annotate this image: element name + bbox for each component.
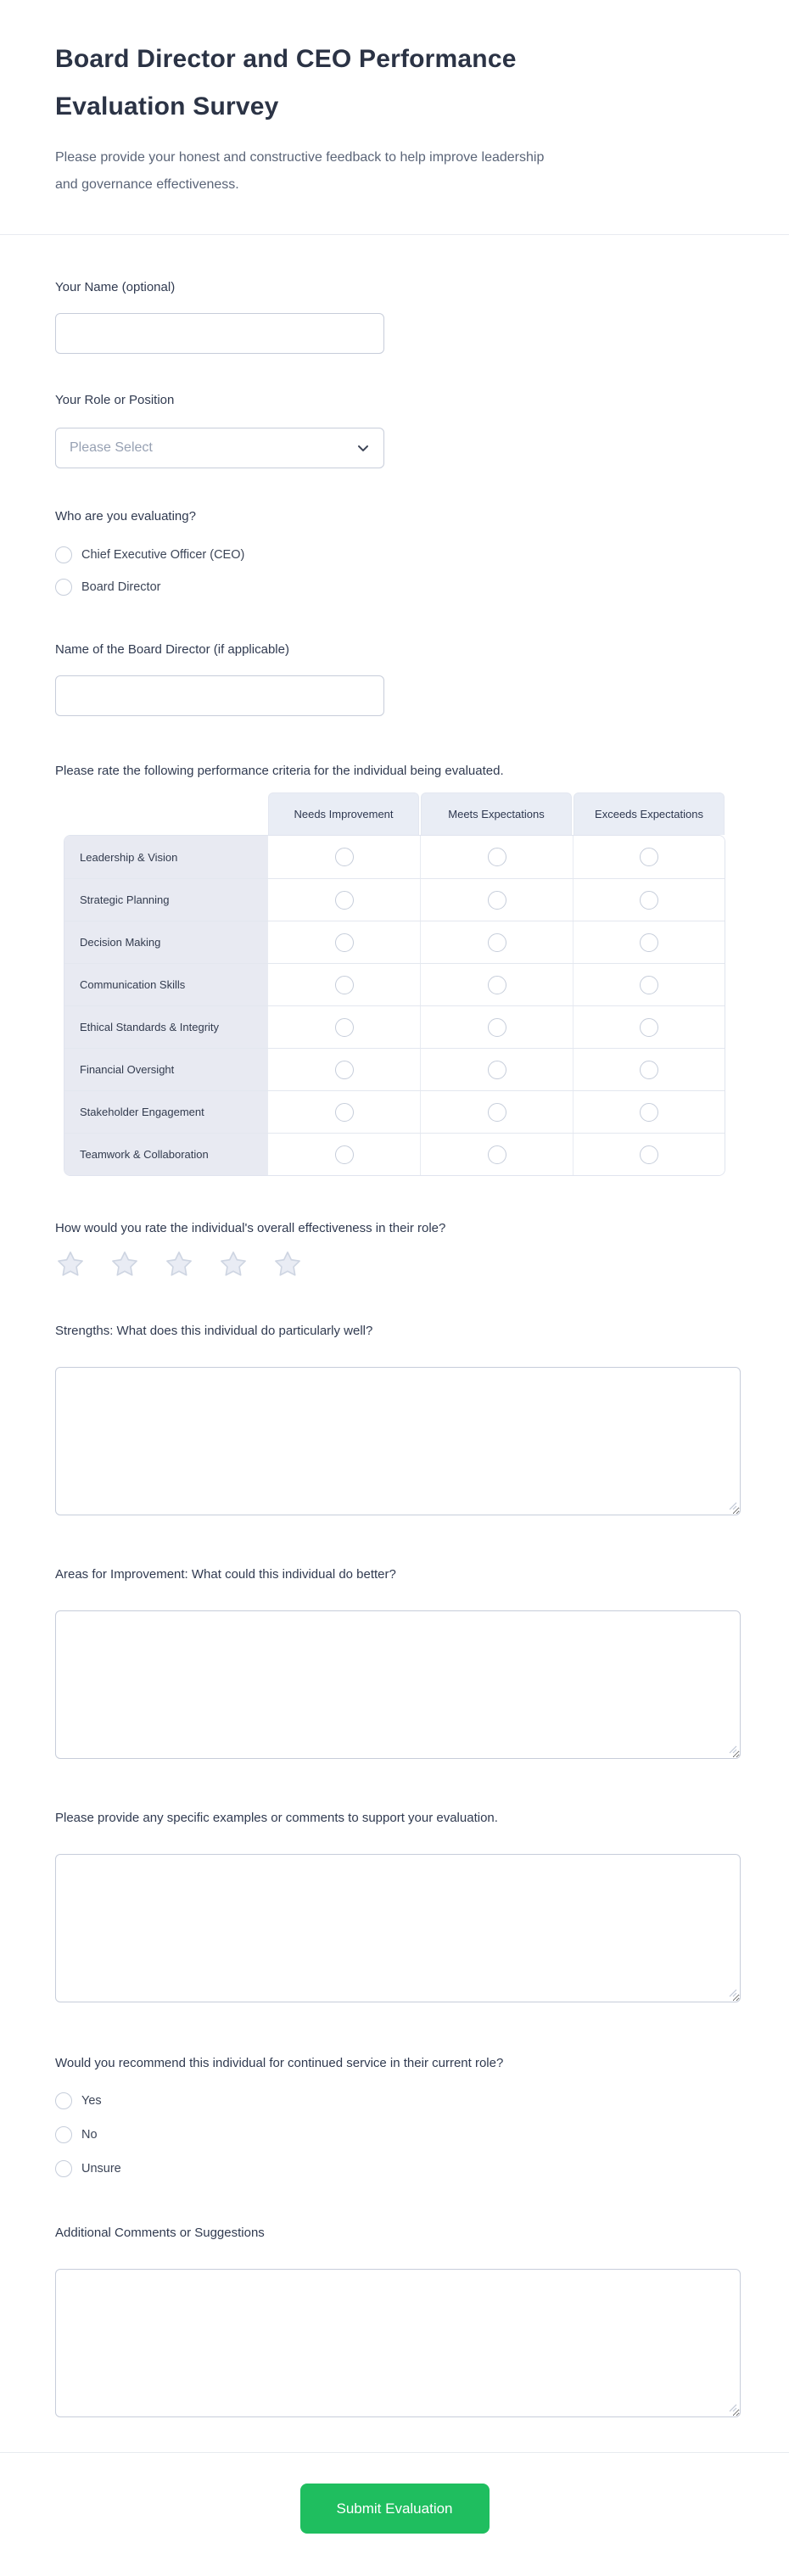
star-rating [55, 1249, 741, 1280]
radio-button[interactable] [640, 848, 658, 866]
field-director-name [55, 641, 741, 716]
radio-button[interactable] [640, 1145, 658, 1164]
radio-option-board-director[interactable]: Board Director [55, 571, 741, 603]
radio-button[interactable] [640, 891, 658, 910]
radio-icon[interactable] [55, 546, 72, 563]
field-strengths [55, 1323, 741, 1515]
comments-label: Additional Comments or Suggestions [55, 2226, 265, 2240]
field-overall-rating [55, 1220, 741, 1280]
recommend-label: Would you recommend this individual for continued service in their current role? [55, 2056, 504, 2070]
your-name-input[interactable] [55, 313, 384, 354]
star-icon[interactable] [109, 1249, 140, 1280]
submit-button[interactable]: Submit Evaluation [300, 2484, 490, 2534]
radio-button[interactable] [640, 976, 658, 994]
table-row: Decision Making [64, 921, 725, 963]
role-select[interactable] [55, 428, 384, 468]
star-icon[interactable] [164, 1249, 194, 1280]
director-name-label: Name of the Board Director (if applicable) [55, 642, 289, 657]
rating-table-body [64, 835, 725, 1176]
radio-button[interactable] [488, 1145, 506, 1164]
star-icon[interactable] [55, 1249, 86, 1280]
field-recommend [55, 2055, 741, 2186]
radio-button[interactable] [335, 1018, 354, 1037]
field-examples [55, 1810, 741, 2002]
radio-option-no[interactable]: No [55, 2118, 741, 2152]
radio-button[interactable] [488, 1061, 506, 1079]
radio-button[interactable] [488, 891, 506, 910]
rating-table-header [64, 792, 725, 835]
radio-option-ceo[interactable]: Chief Executive Officer (CEO) [55, 539, 741, 571]
field-comments [55, 2225, 741, 2417]
recommend-options [55, 2084, 741, 2186]
rating-table-label: Please rate the following performance criteria for the individual being evaluated. [55, 764, 504, 778]
column-header: Meets Expectations [421, 792, 572, 835]
radio-button[interactable] [488, 1018, 506, 1037]
field-role [55, 392, 741, 468]
table-row: Ethical Standards & Integrity [64, 1005, 725, 1048]
field-evaluating [55, 508, 741, 603]
column-header: Needs Improvement [268, 792, 419, 835]
radio-option-yes[interactable]: Yes [55, 2084, 741, 2118]
radio-button[interactable] [335, 891, 354, 910]
radio-button[interactable] [640, 1018, 658, 1037]
table-row: Strategic Planning [64, 878, 725, 921]
radio-button[interactable] [640, 1103, 658, 1122]
radio-button[interactable] [488, 1103, 506, 1122]
improvement-textarea[interactable] [55, 1610, 741, 1759]
page-title: Board Director and CEO Performance Evaluation Survey [55, 45, 517, 120]
your-name-label: Your Name (optional) [55, 280, 176, 294]
form-footer [0, 2452, 789, 2576]
radio-button[interactable] [335, 1061, 354, 1079]
role-select-placeholder: Please Select [70, 440, 153, 455]
table-row: Stakeholder Engagement [64, 1090, 725, 1133]
table-row: Communication Skills [64, 963, 725, 1005]
field-improvement [55, 1566, 741, 1759]
radio-option-unsure[interactable]: Unsure [55, 2152, 741, 2186]
strengths-textarea[interactable] [55, 1367, 741, 1515]
field-your-name [55, 279, 741, 354]
overall-rating-label: How would you rate the individual's overall effectiveness in their role? [55, 1221, 446, 1235]
strengths-label: Strengths: What does this individual do particularly well? [55, 1324, 373, 1338]
radio-icon[interactable] [55, 2092, 72, 2109]
radio-button[interactable] [335, 976, 354, 994]
radio-icon[interactable] [55, 579, 72, 596]
chevron-down-icon [355, 440, 372, 456]
examples-label: Please provide any specific examples or comments to support your evaluation. [55, 1811, 498, 1825]
radio-button[interactable] [335, 848, 354, 866]
table-row: Financial Oversight [64, 1048, 725, 1090]
page-subtitle: Please provide your honest and constructive feedback to help improve leadership and governance effectiveness. [55, 150, 545, 192]
radio-button[interactable] [488, 976, 506, 994]
table-corner-cell [64, 792, 267, 835]
radio-button[interactable] [335, 933, 354, 952]
evaluating-options [55, 539, 741, 603]
form-header [0, 0, 789, 235]
star-icon[interactable] [272, 1249, 303, 1280]
radio-button[interactable] [335, 1103, 354, 1122]
survey-form [0, 235, 789, 2417]
evaluating-label: Who are you evaluating? [55, 509, 196, 524]
star-icon[interactable] [218, 1249, 249, 1280]
examples-textarea[interactable] [55, 1854, 741, 2002]
table-row: Leadership & Vision [64, 836, 725, 878]
table-row: Teamwork & Collaboration [64, 1133, 725, 1175]
comments-textarea[interactable] [55, 2269, 741, 2417]
radio-button[interactable] [335, 1145, 354, 1164]
radio-icon[interactable] [55, 2126, 72, 2143]
radio-button[interactable] [488, 848, 506, 866]
director-name-input[interactable] [55, 675, 384, 716]
role-label: Your Role or Position [55, 393, 175, 407]
field-rating-table [55, 763, 741, 1176]
radio-button[interactable] [640, 1061, 658, 1079]
column-header: Exceeds Expectations [574, 792, 725, 835]
radio-button[interactable] [488, 933, 506, 952]
radio-button[interactable] [640, 933, 658, 952]
radio-icon[interactable] [55, 2160, 72, 2177]
improvement-label: Areas for Improvement: What could this individual do better? [55, 1567, 396, 1582]
rating-table [64, 792, 725, 1176]
